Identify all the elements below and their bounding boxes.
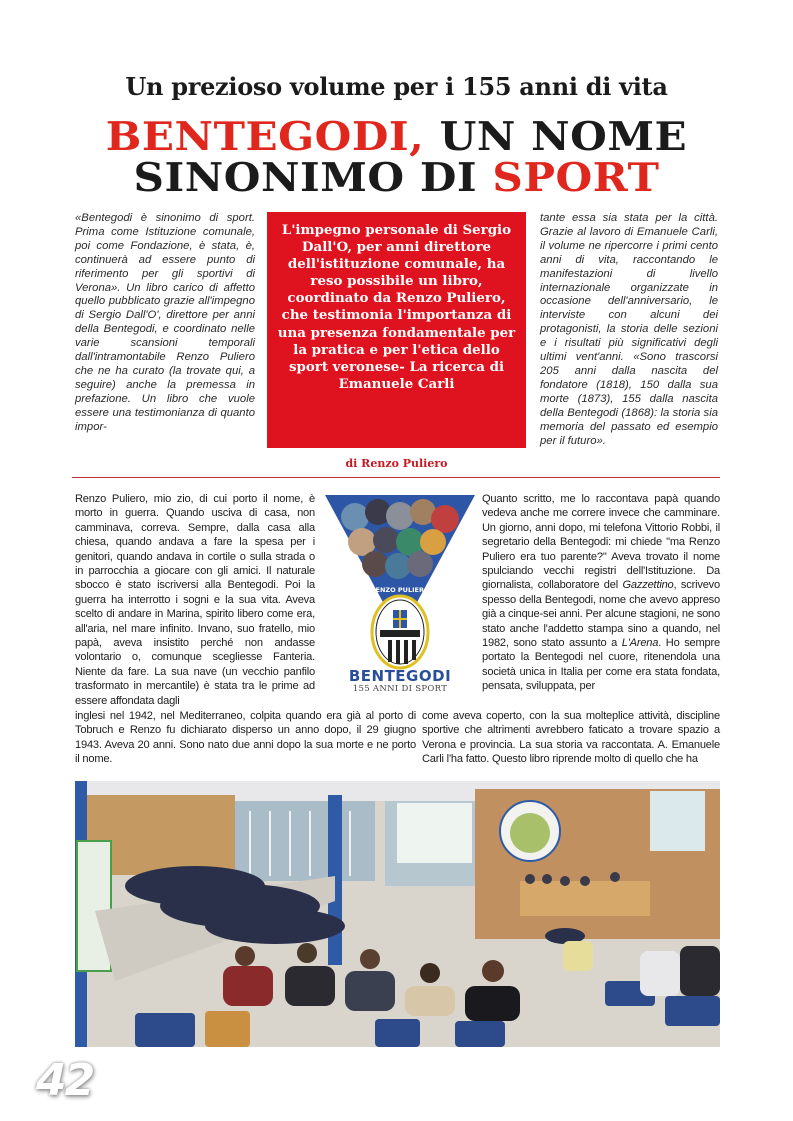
conference-audience-photo-icon	[75, 781, 720, 1047]
text-run: Quanto scritto, me lo raccontava papà quando vedeva anche me correre invece che camminare. Un giorno, anni dopo, mi telefona Vittorio Robbi, il segretario della Bentegodi: mi chiede "ma Renzo Puliero era tuo parente?" Aveva trovato il nome spulciando vecchi registri dell'Istituzione. Da giornalista, collaboratore del	[482, 493, 720, 592]
newspaper-name-2: L'Arena	[621, 637, 659, 650]
sport-photo-circles	[341, 499, 459, 579]
headline-red-word-2: SPORT	[492, 155, 660, 201]
conference-photo	[75, 781, 720, 1047]
article-right-column-continued: come aveva coperto, con la sua molteplice attività, discipline sportive che altrimenti avrebbero faticato a trovare spazio a Verona e provincia. La sua storia va raccontata. A. Emanuele Carli l'ha fatto. Questo libro riprende molto di quello che ha	[422, 710, 720, 766]
intro-right-column: tante essa sia stata per la città. Grazie al lavoro di Emanuele Carli, il volume ne ripercorre i primi cento anni di vita, raccontando le manifestazioni di livello internazionale organizzate in occasione dell'anniversario, le interviste con alcuni dei protagonisti, la storia delle sezioni e i risultati più significativi degli ultimi vent'anni. «Sono trascorsi 205 anni dalla nascita del fondatore (1818), 150 dalla sua morte (1873), 155 dalla nascita della Bentegodi (1868): la storia sia memoria del passato ed esempio per il futuro».	[540, 212, 718, 447]
headline-black-words: UN NOME	[424, 114, 688, 160]
article-left-column: Renzo Puliero, mio zio, di cui porto il nome, è morto in guerra. Quando usciva di casa, non camminava, correva. Sempre, dalla casa alla chiesa, quando andava a fare la spesa per i genitori, quando andava in cortile o sulla strada o in parrocchia a giocare con gli amici. Il naturale sbocco è stato iscriversi alla Bentegodi. Poi la guerra ha interrotto i sogni e la sua vita. Aveva scelto di andare in Marina, spirito libero come era, all'aria, nel mare infinito. Invano, suo fratello, mio papà, aveva insistito perché non andasse volontario o, comunque scegliesse Fanteria. Niente da fare. La sua nave (un vecchio panfilo trasformato in mercantile) è stata tra le prime ad essere affondata dagli	[75, 493, 315, 707]
headline-black-words-2: SINONIMO DI	[133, 155, 493, 201]
headline-line-1	[0, 116, 793, 158]
section-divider	[72, 477, 720, 478]
article-right-column	[482, 492, 720, 694]
headline-line-2	[0, 157, 793, 199]
book-author: RENZO PULIERO	[370, 586, 430, 594]
newspaper-name: Gazzettino	[622, 579, 674, 592]
article-left-column-continued: inglesi nel 1942, nel Mediterraneo, colpita quando era già al porto di Tobruch e Renzo fu dichiarato disperso un anno dopo, il 29 giugno 1943. Aveva 20 anni. Sono nato due anni dopo la sua morte e ne porto il nome.	[75, 710, 416, 766]
text-run: , scrivevo spesso della Bentegodi, nome che avevo appreso già a cinque-sei anni. Per alcune stagioni, ne sono stato anche l'addetto stampa sino a quando, nel 1982, sono stato assunto a	[482, 579, 720, 650]
intro-left-column: «Bentegodi è sinonimo di sport. Prima come Istituzione comunale, poi come Fondazione, è stata, è, continuerà ad essere punto di riferimento per gli sportivi di Verona». Un libro carico di affetto quello pubblicato grazie all'impegno di Sergio Dall'O', direttore per anni della Bentegodi, e coordinato nelle varie scansioni temporali dall'intramontabile Renzo Puliero che ne ha curato (la trovate qui, a seguire) anche la premessa in prefazione. Un libro che vuole essere una testimonianza di quanto impor-	[75, 212, 255, 433]
article-kicker: Un prezioso volume per i 155 anni di vita	[125, 72, 668, 101]
book-title: BENTEGODI	[348, 667, 452, 685]
book-subtitle: 155 ANNI DI SPORT	[352, 684, 448, 694]
author-byline: di Renzo Puliero	[345, 457, 448, 470]
bentegodi-crest	[372, 596, 428, 668]
page-number: 42	[36, 1055, 94, 1106]
headline-red-word: BENTEGODI,	[105, 114, 425, 160]
text-run: . Ho sempre portato la Bentegodi nel cuore, ritenendola una società unica in Italia per come era stata fondata, pensata, sviluppata, per	[482, 637, 720, 693]
callout-box: L'impegno personale di Sergio Dall'O, per anni direttore dell'istituzione comunale, ha reso possibile un libro, coordinato da Renzo Puliero, che testimonia l'importanza di una presenza fondamentale per la pratica e per l'etica dello sport veronese- La ricerca di Emanuele Carli	[267, 212, 526, 448]
